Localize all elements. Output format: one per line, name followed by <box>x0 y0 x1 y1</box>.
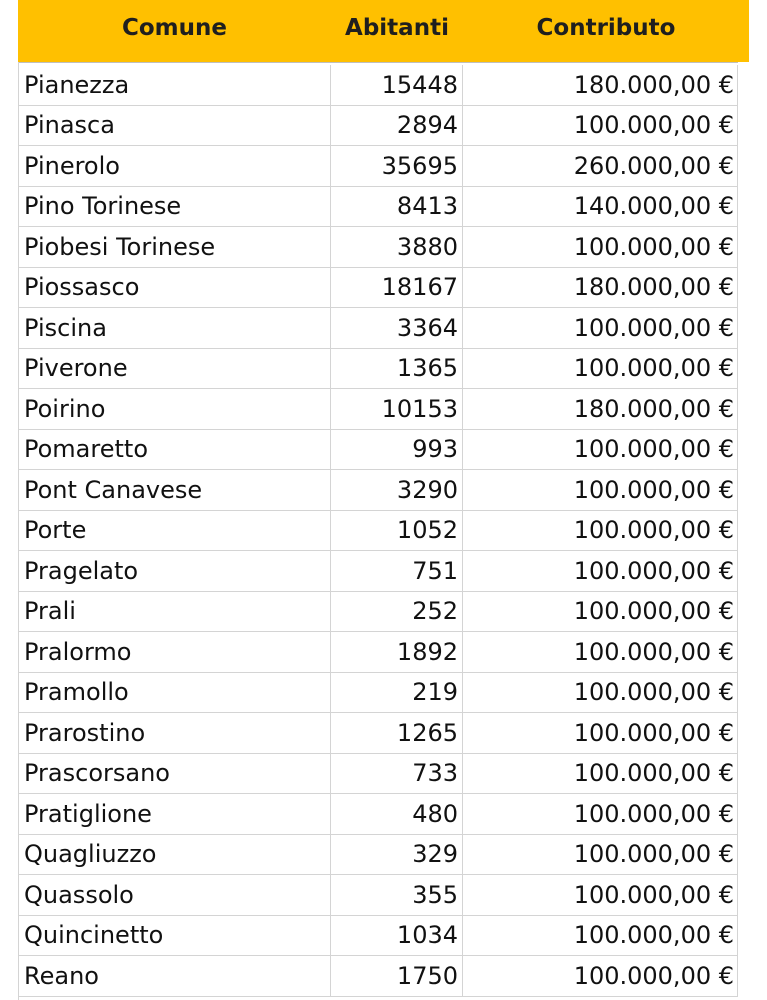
header-comune[interactable]: Comune <box>122 15 227 41</box>
header-contributo[interactable]: Contributo <box>536 15 676 41</box>
table-row <box>18 794 738 835</box>
cell-comune[interactable]: Poirino <box>18 389 331 429</box>
cell-contributo[interactable]: 100.000,00 € <box>463 794 738 834</box>
cell-abitanti[interactable]: 3290 <box>331 470 463 510</box>
cell-contributo[interactable]: 100.000,00 € <box>463 349 738 389</box>
cell-contributo[interactable]: 100.000,00 € <box>463 227 738 267</box>
cell-comune[interactable]: Piverone <box>18 349 331 389</box>
cell-abitanti[interactable]: 993 <box>331 430 463 470</box>
cell-abitanti[interactable]: 3880 <box>331 227 463 267</box>
cell-comune[interactable]: Pont Canavese <box>18 470 331 510</box>
cell-abitanti[interactable]: 329 <box>331 835 463 875</box>
cell-contributo[interactable]: 100.000,00 € <box>463 551 738 591</box>
cell-comune[interactable]: Prascorsano <box>18 754 331 794</box>
cell-comune[interactable]: Pratiglione <box>18 794 331 834</box>
cell-abitanti[interactable]: 355 <box>331 875 463 915</box>
cell-contributo[interactable]: 100.000,00 € <box>463 754 738 794</box>
cell-contributo[interactable]: 100.000,00 € <box>463 916 738 956</box>
table-body <box>18 65 738 997</box>
header-row <box>18 0 749 62</box>
cell-contributo[interactable]: 180.000,00 € <box>463 389 738 429</box>
sheet-margin <box>749 62 767 1000</box>
table-row <box>18 754 738 795</box>
cell-comune[interactable]: Porte <box>18 511 331 551</box>
cell-abitanti[interactable]: 1265 <box>331 713 463 753</box>
cell-comune[interactable]: Piobesi Torinese <box>18 227 331 267</box>
cell-contributo[interactable]: 100.000,00 € <box>463 430 738 470</box>
cell-comune[interactable]: Pomaretto <box>18 430 331 470</box>
cell-contributo[interactable]: 100.000,00 € <box>463 470 738 510</box>
cell-contributo[interactable]: 140.000,00 € <box>463 187 738 227</box>
table-row <box>18 592 738 633</box>
table-row <box>18 65 738 106</box>
cell-comune[interactable]: Prarostino <box>18 713 331 753</box>
table-row <box>18 511 738 552</box>
header-abitanti[interactable]: Abitanti <box>345 15 449 41</box>
cell-comune[interactable]: Pralormo <box>18 632 331 672</box>
table-row <box>18 835 738 876</box>
cell-abitanti[interactable]: 252 <box>331 592 463 632</box>
cell-contributo[interactable]: 100.000,00 € <box>463 956 738 996</box>
table-row <box>18 227 738 268</box>
cell-abitanti[interactable]: 10153 <box>331 389 463 429</box>
cell-abitanti[interactable]: 1750 <box>331 956 463 996</box>
table-row <box>18 551 738 592</box>
table-row <box>18 875 738 916</box>
cell-contributo[interactable]: 100.000,00 € <box>463 632 738 672</box>
cell-abitanti[interactable]: 480 <box>331 794 463 834</box>
cell-comune[interactable]: Pinerolo <box>18 146 331 186</box>
cell-comune[interactable]: Reano <box>18 956 331 996</box>
cell-comune[interactable]: Pianezza <box>18 65 331 105</box>
cell-contributo[interactable]: 180.000,00 € <box>463 268 738 308</box>
cell-comune[interactable]: Pinasca <box>18 106 331 146</box>
table-row <box>18 956 738 997</box>
cell-comune[interactable]: Prali <box>18 592 331 632</box>
table-row <box>18 106 738 147</box>
cell-abitanti[interactable]: 1034 <box>331 916 463 956</box>
cell-contributo[interactable]: 260.000,00 € <box>463 146 738 186</box>
cell-abitanti[interactable]: 35695 <box>331 146 463 186</box>
cell-contributo[interactable]: 100.000,00 € <box>463 673 738 713</box>
cell-comune[interactable]: Piossasco <box>18 268 331 308</box>
cell-abitanti[interactable]: 2894 <box>331 106 463 146</box>
cell-abitanti[interactable]: 8413 <box>331 187 463 227</box>
table-row <box>18 673 738 714</box>
cell-contributo[interactable]: 100.000,00 € <box>463 592 738 632</box>
cell-abitanti[interactable]: 1892 <box>331 632 463 672</box>
cell-comune[interactable]: Pragelato <box>18 551 331 591</box>
cell-abitanti[interactable]: 1052 <box>331 511 463 551</box>
cell-abitanti[interactable]: 18167 <box>331 268 463 308</box>
cell-abitanti[interactable]: 1365 <box>331 349 463 389</box>
table-row <box>18 187 738 228</box>
cell-contributo[interactable]: 100.000,00 € <box>463 308 738 348</box>
cell-contributo[interactable]: 100.000,00 € <box>463 713 738 753</box>
cell-comune[interactable]: Quincinetto <box>18 916 331 956</box>
table-row <box>18 268 738 309</box>
table-row <box>18 632 738 673</box>
table-row <box>18 349 738 390</box>
cell-contributo[interactable]: 100.000,00 € <box>463 875 738 915</box>
cell-contributo[interactable]: 180.000,00 € <box>463 65 738 105</box>
table-row <box>18 308 738 349</box>
cell-comune[interactable]: Pino Torinese <box>18 187 331 227</box>
cell-abitanti[interactable]: 3364 <box>331 308 463 348</box>
cell-comune[interactable]: Pramollo <box>18 673 331 713</box>
cell-comune[interactable]: Piscina <box>18 308 331 348</box>
cell-contributo[interactable]: 100.000,00 € <box>463 106 738 146</box>
cell-comune[interactable]: Quassolo <box>18 875 331 915</box>
cell-abitanti[interactable]: 15448 <box>331 65 463 105</box>
cell-abitanti[interactable]: 733 <box>331 754 463 794</box>
cell-abitanti[interactable]: 751 <box>331 551 463 591</box>
table-row <box>18 430 738 471</box>
table-row <box>18 916 738 957</box>
table-row <box>18 713 738 754</box>
table-row <box>18 470 738 511</box>
cell-comune[interactable]: Quagliuzzo <box>18 835 331 875</box>
cell-contributo[interactable]: 100.000,00 € <box>463 511 738 551</box>
table-row <box>18 389 738 430</box>
table-row <box>18 146 738 187</box>
header-divider <box>18 62 738 63</box>
cell-contributo[interactable]: 100.000,00 € <box>463 835 738 875</box>
cell-abitanti[interactable]: 219 <box>331 673 463 713</box>
